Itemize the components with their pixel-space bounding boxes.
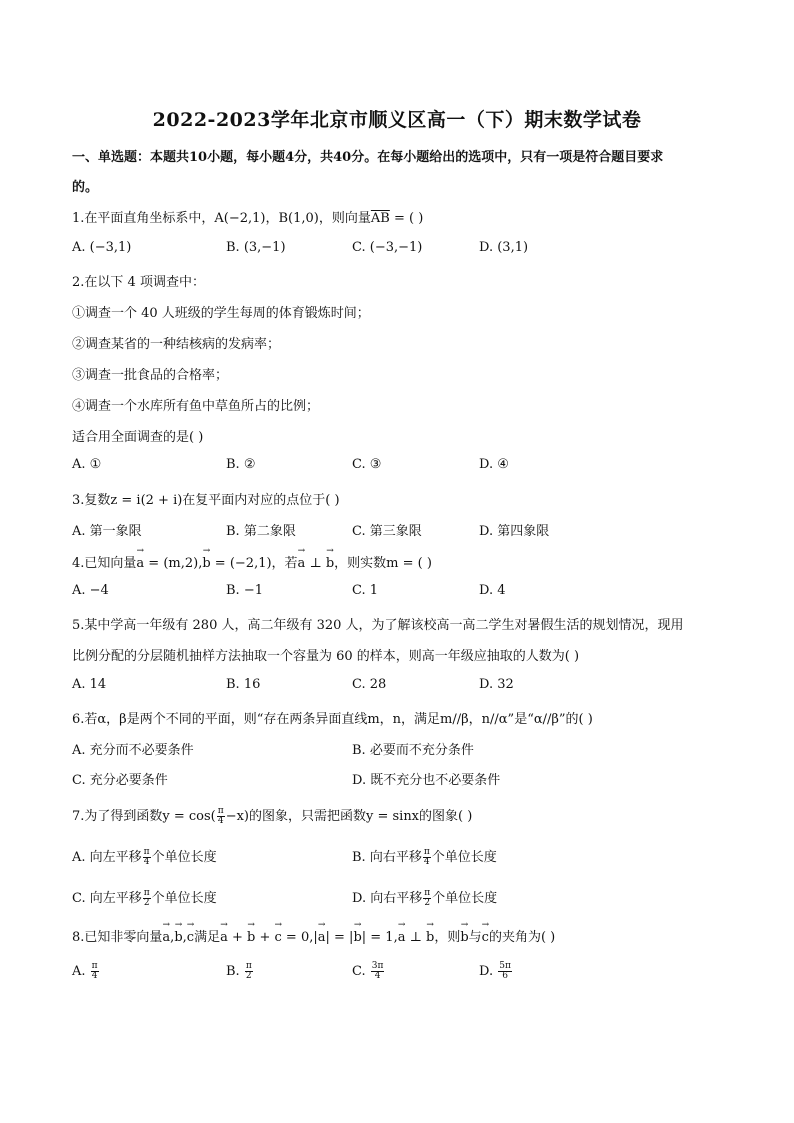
question-5-stem-line1: 5.某中学高一年级有 280 人，高二年级有 320 人，为了解该校高一高二学生对暑假生活的规划情况，现用 <box>72 618 684 633</box>
fraction-numerator: π <box>217 806 224 816</box>
fraction-denominator: 6 <box>502 971 508 981</box>
question-4-stem <box>72 552 432 571</box>
question-7-text-2: −x)的图象，只需把函数y = sinx的图象( ) <box>225 809 473 824</box>
question-2-item-1: ①调查一个 40 人班级的学生每周的体育锻炼时间； <box>72 306 370 321</box>
fraction-denominator: 2 <box>245 971 252 981</box>
question-1-text-end: = ( ) <box>389 211 424 226</box>
vector-ab: $\overline{AB}$ <box>370 211 390 226</box>
option-text: 个单位长度 <box>431 850 497 865</box>
fraction-denominator: 4 <box>143 857 150 867</box>
question-8-text-6: ，则 <box>434 930 461 945</box>
fraction <box>143 889 151 908</box>
vector-b: → b <box>326 556 334 571</box>
option-label: D. 向右平移 <box>352 891 423 906</box>
question-4-option-d: D. 4 <box>479 583 506 598</box>
question-7-text: 7.为了得到函数y = cos( <box>72 809 216 824</box>
question-8-text: 8.已知非零向量 <box>72 930 163 945</box>
fraction-numerator: 5π <box>499 961 511 971</box>
vector-b: → b <box>426 930 434 945</box>
question-6-option-c: C. 充分必要条件 <box>72 773 168 788</box>
fraction <box>245 962 253 981</box>
option-label: C. 向左平移 <box>72 891 142 906</box>
question-1-stem <box>72 207 423 226</box>
option-text: 个单位长度 <box>151 850 217 865</box>
question-1-option-b: B. (3,−1) <box>226 240 286 255</box>
fraction <box>143 848 151 867</box>
question-8-text-4: | = | <box>325 930 354 945</box>
fraction-denominator: 2 <box>424 898 431 908</box>
option-label: D. <box>479 964 498 979</box>
question-5-stem-line2: 比例分配的分层随机抽样方法抽取一个容量为 60 的样本，则高一年级应抽取的人数为( ) <box>72 649 580 664</box>
question-2-item-3: ③调查一批食品的合格率； <box>72 368 229 383</box>
question-2-option-b: B. ② <box>226 457 256 472</box>
fraction <box>371 962 385 981</box>
question-2-item-2: ②调查某省的一种结核病的发病率； <box>72 337 281 352</box>
question-7-option-c <box>72 887 217 908</box>
question-2-item-4: ④调查一个水库所有鱼中草鱼所占的比例； <box>72 399 320 414</box>
plus-sign: + <box>255 930 275 945</box>
question-1-option-c: C. (−3,−1) <box>352 240 423 255</box>
fraction-denominator: 4 <box>374 971 381 981</box>
question-5-option-a: A. 14 <box>72 677 107 692</box>
question-4-option-a: A. −4 <box>72 583 109 598</box>
question-2-ask: 适合用全面调查的是( ) <box>72 430 204 445</box>
vector-b: → b <box>353 930 361 945</box>
question-2-option-c: C. ③ <box>352 457 382 472</box>
vector-c: → c <box>275 930 282 945</box>
question-7-stem <box>72 805 472 826</box>
fraction-numerator: π <box>143 888 150 898</box>
question-8-option-a <box>72 962 100 981</box>
vector-a: → a <box>398 930 406 945</box>
vector-a: → a <box>298 556 306 571</box>
question-2-option-d: D. ④ <box>479 457 509 472</box>
fraction <box>423 848 431 867</box>
question-8-text-8: 的夹角为( ) <box>488 930 556 945</box>
question-1-text: 1.在平面直角坐标系中，A(−2,1)，B(1,0)，则向量 <box>72 211 371 226</box>
fraction-numerator: π <box>91 961 98 971</box>
question-8-text-7: 与 <box>468 930 482 945</box>
option-text: 个单位长度 <box>432 891 498 906</box>
fraction-numerator: π <box>423 847 430 857</box>
question-8-stem <box>72 926 555 945</box>
fraction-numerator: π <box>424 888 431 898</box>
question-4-text-2: = (m,2), <box>144 556 203 571</box>
question-7-option-d <box>352 887 497 908</box>
option-label: C. <box>352 964 370 979</box>
question-6-option-b: B. 必要而不充分条件 <box>352 743 474 758</box>
question-5-option-c: C. 28 <box>352 677 387 692</box>
question-8-option-b <box>226 962 254 981</box>
question-8-text-3: = 0,| <box>281 930 318 945</box>
vector-b: → b <box>460 930 468 945</box>
question-8-option-c <box>352 962 385 981</box>
option-label: A. 向左平移 <box>72 850 142 865</box>
vector-a: → a <box>318 930 326 945</box>
section-heading-line1: 一、单选题：本题共10小题，每小题4分，共40分。在每小题给出的选项中，只有一项是符合题目要求 <box>72 150 664 165</box>
fraction-denominator: 4 <box>217 816 224 826</box>
fraction-numerator: 3π <box>371 961 384 971</box>
fraction-denominator: 4 <box>91 971 98 981</box>
question-8-text-2: 满足 <box>194 930 221 945</box>
question-5-option-b: B. 16 <box>226 677 261 692</box>
vector-c: → c <box>482 930 489 945</box>
plus-sign: + <box>227 930 248 945</box>
question-3-stem: 3.复数z = i(2 + i)在复平面内对应的点位于( ) <box>72 493 340 508</box>
question-6-stem: 6.若α，β是两个不同的平面，则“存在两条异面直线m，n，满足m//β，n//α”是“α//β”的( ) <box>72 712 593 727</box>
question-7-option-a <box>72 846 217 867</box>
question-1-option-a: A. (−3,1) <box>72 240 132 255</box>
fraction-numerator: π <box>143 847 150 857</box>
question-8-option-d <box>479 962 513 981</box>
question-3-option-a: A. 第一象限 <box>72 524 142 539</box>
question-3-option-b: B. 第二象限 <box>226 524 296 539</box>
vector-b: → b <box>174 930 182 945</box>
question-3-option-d: D. 第四象限 <box>479 524 550 539</box>
fraction <box>91 962 99 981</box>
question-4-text-4: ，则实数m = ( ) <box>334 556 432 571</box>
option-label: B. 向右平移 <box>352 850 422 865</box>
question-6-option-a: A. 充分而不必要条件 <box>72 743 194 758</box>
option-text: 个单位长度 <box>151 891 217 906</box>
vector-a: → a <box>136 556 144 571</box>
question-3-option-c: C. 第三象限 <box>352 524 422 539</box>
vector-a: → a <box>220 930 228 945</box>
comma: , <box>170 930 175 945</box>
vector-c: → c <box>187 930 194 945</box>
comma: , <box>182 930 187 945</box>
option-label: A. <box>72 964 90 979</box>
question-8-text-5: | = 1, <box>361 930 398 945</box>
option-label: B. <box>226 964 244 979</box>
vector-b: → b <box>247 930 255 945</box>
question-7-option-b <box>352 846 497 867</box>
question-6-option-d: D. 既不充分也不必要条件 <box>352 773 501 788</box>
fraction-denominator: 4 <box>423 857 430 867</box>
vector-b: → b <box>202 556 210 571</box>
section-heading-line2: 的。 <box>72 180 99 195</box>
question-4-option-c: C. 1 <box>352 583 379 598</box>
question-5-option-d: D. 32 <box>479 677 514 692</box>
perpendicular-symbol: ⊥ <box>305 556 326 571</box>
question-2-stem: 2.在以下 4 项调查中： <box>72 275 205 290</box>
fraction-numerator: π <box>245 961 252 971</box>
question-1-option-d: D. (3,1) <box>479 240 529 255</box>
question-4-text: 4.已知向量 <box>72 556 137 571</box>
question-4-text-3: = (−2,1)，若 <box>210 556 298 571</box>
question-2-option-a: A. ① <box>72 457 102 472</box>
page-title: 2022-2023学年北京市顺义区高一（下）期末数学试卷 <box>152 109 642 131</box>
fraction-pi-over-4 <box>217 807 225 826</box>
question-4-option-b: B. −1 <box>226 583 263 598</box>
vector-a: → a <box>162 930 170 945</box>
fraction <box>498 962 512 981</box>
fraction-denominator: 2 <box>143 898 150 908</box>
fraction <box>423 889 431 908</box>
perpendicular-symbol: ⊥ <box>405 930 426 945</box>
